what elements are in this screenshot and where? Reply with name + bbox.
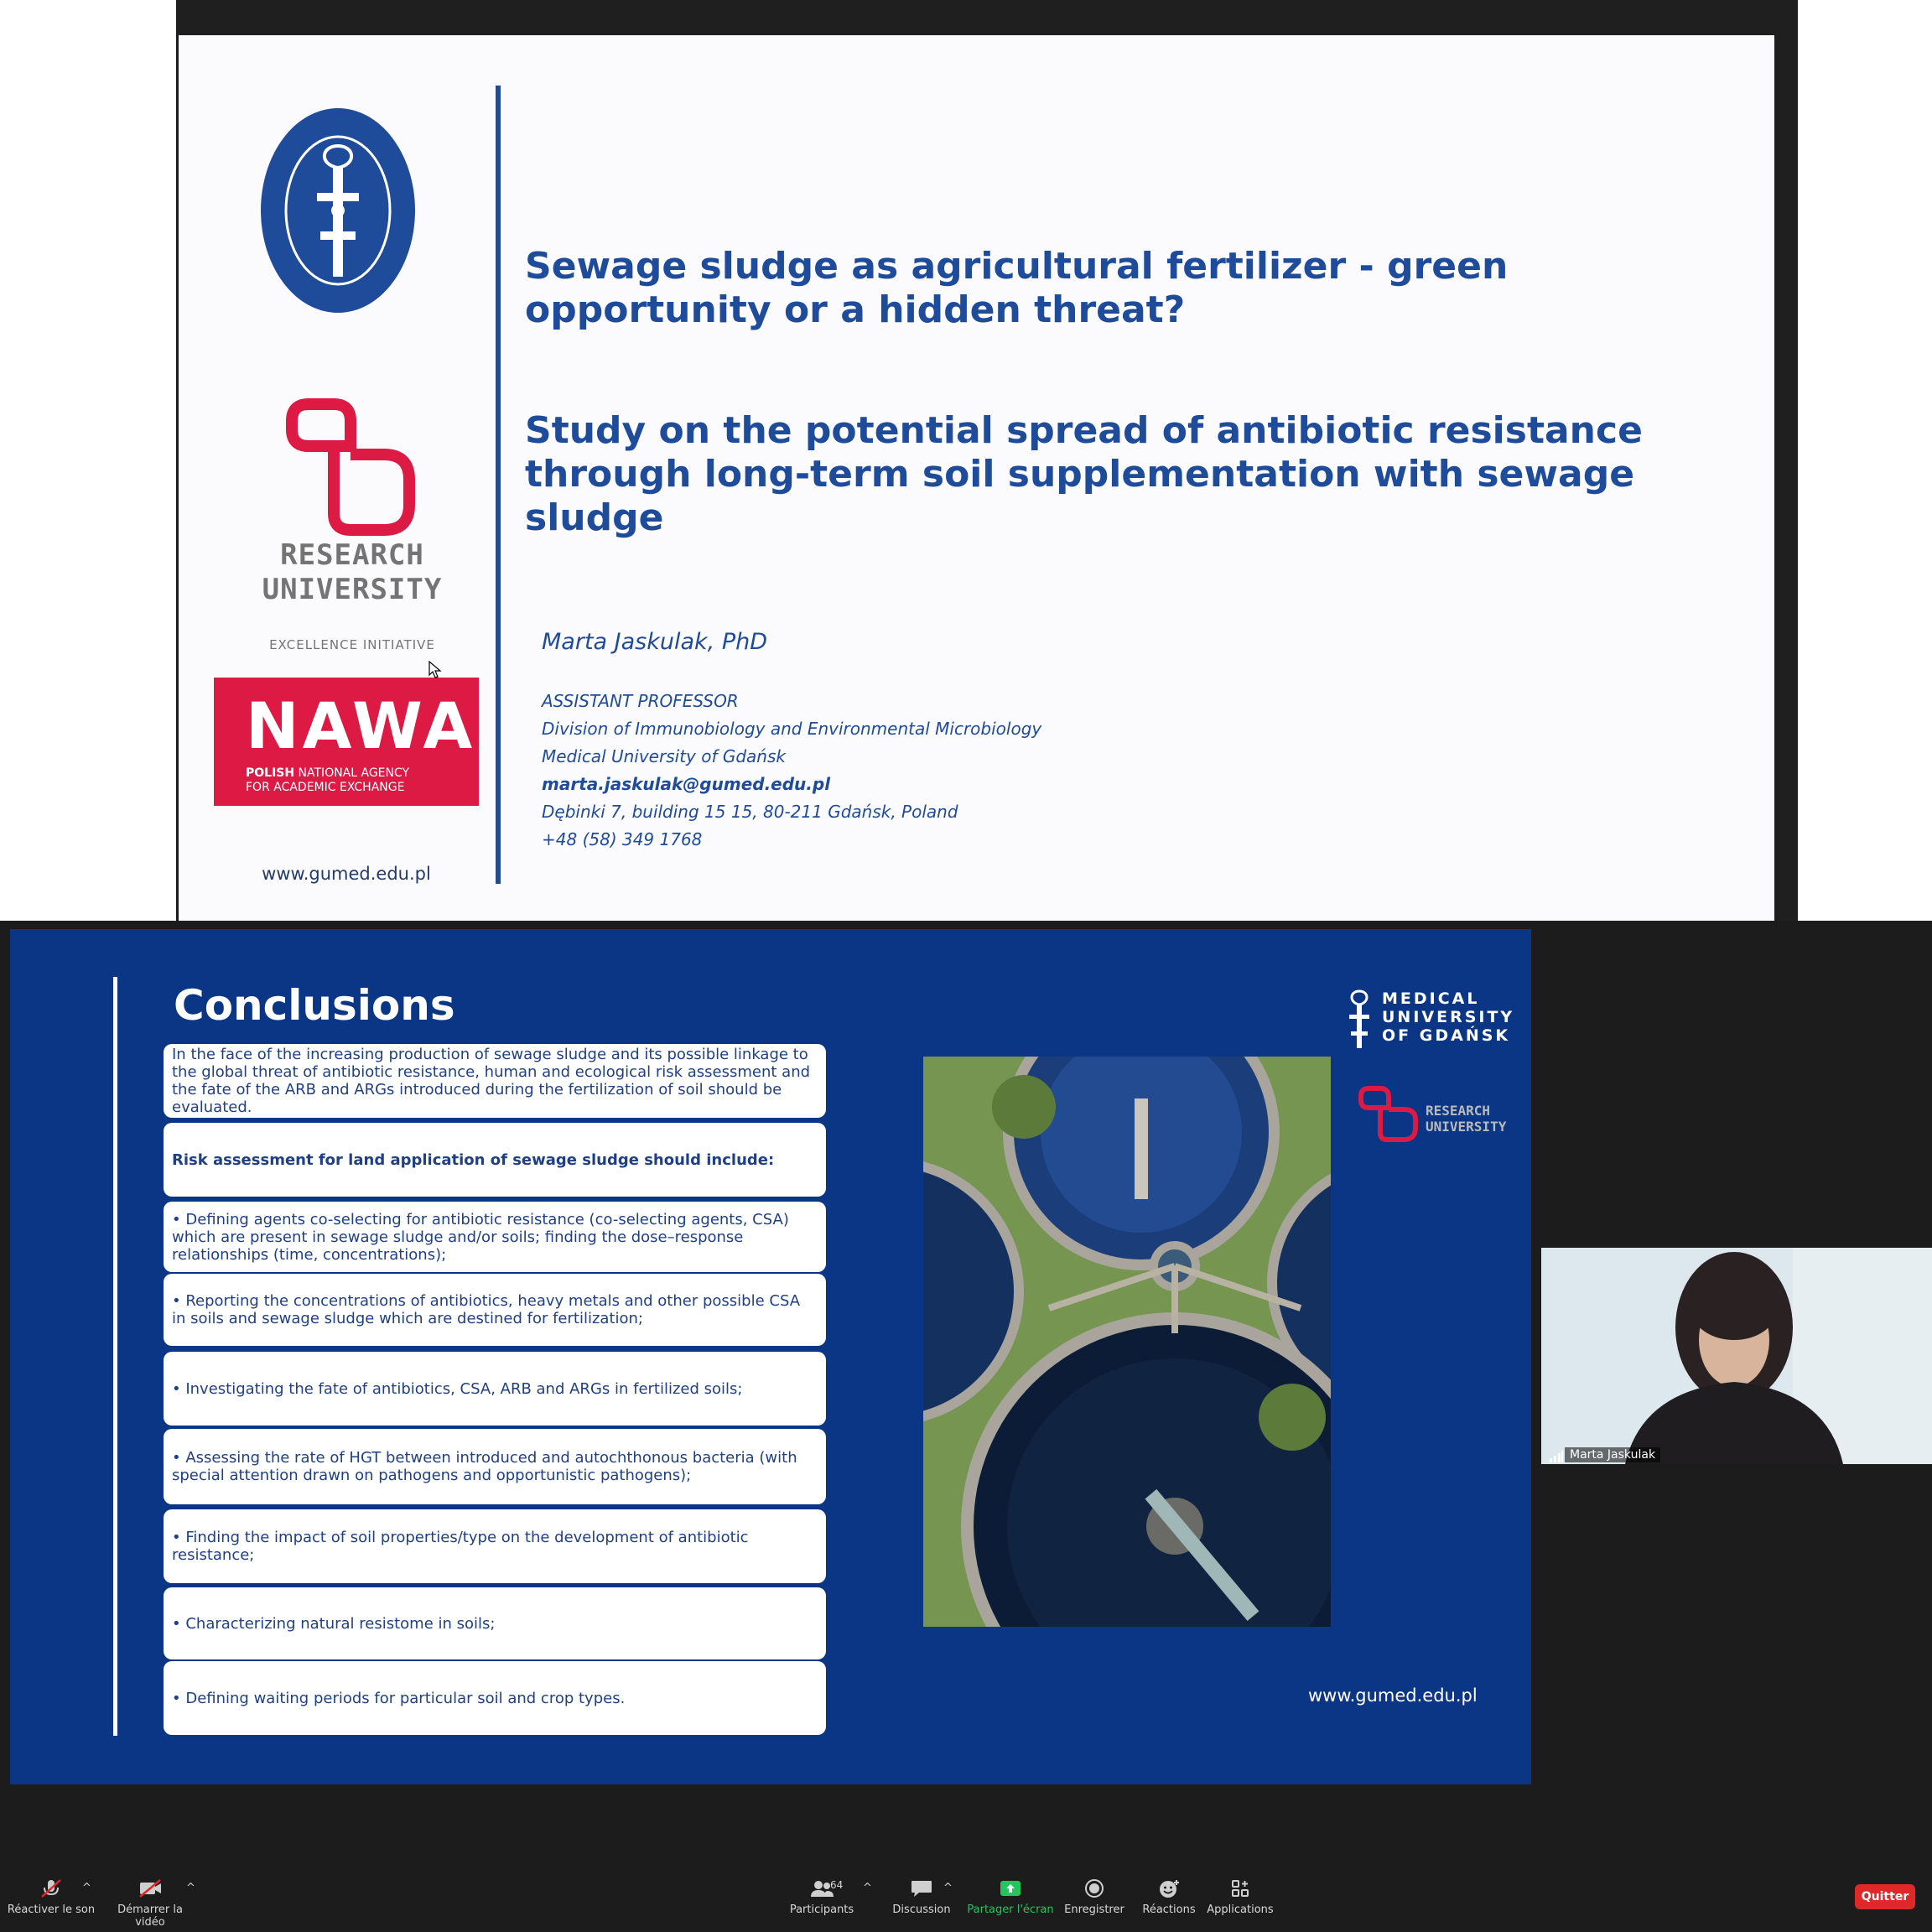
unmute-label: Réactiver le son: [7, 1903, 96, 1916]
reactions-smiley-icon: [1156, 1878, 1182, 1898]
slide-research-university-icon: [1357, 1084, 1424, 1145]
slide-website-url: www.gumed.edu.pl: [262, 864, 431, 884]
mouse-cursor-icon: [428, 661, 442, 679]
participant-video-feed: [1541, 1248, 1932, 1464]
nawa-wordmark: NAWA: [246, 688, 476, 763]
author-position: ASSISTANT PROFESSOR: [542, 691, 739, 711]
share-screen-icon: [998, 1878, 1023, 1898]
video-off-icon: [138, 1878, 163, 1898]
record-icon: [1082, 1878, 1107, 1898]
conclusion-item: • Assessing the rate of HGT between introduced and autochthonous bacteria (with special attention drawn on pathogens and opportunistic pathogens);: [164, 1429, 826, 1504]
slide-university-wordmark: MEDICAL UNIVERSITY OF GDAŃSK: [1382, 989, 1515, 1045]
excellence-initiative-text: EXCELLENCE INITIATIVE: [269, 637, 435, 652]
author-university: Medical University of Gdańsk: [542, 746, 786, 766]
participants-label: Participants: [789, 1903, 854, 1916]
research-university-logo: [283, 396, 418, 538]
start-video-button[interactable]: [104, 1878, 196, 1929]
conclusion-item: • Characterizing natural resistome in soils;: [164, 1587, 826, 1659]
wastewater-plant-photo: [923, 1057, 1331, 1627]
slide-divider: [496, 86, 501, 884]
conclusion-item: • Defining waiting periods for particular soil and crop types.: [164, 1661, 826, 1735]
author-phone: +48 (58) 349 1768: [542, 829, 703, 849]
shared-screen-top-bar: [176, 0, 1798, 35]
apps-grid-icon: [1228, 1878, 1253, 1898]
participant-name-label: Marta Jaskulak: [1565, 1447, 1660, 1462]
slide-research-university-wordmark: RESEARCH UNIVERSITY: [1426, 1103, 1507, 1135]
participants-count: 64: [830, 1879, 844, 1891]
research-university-wordmark: RESEARCH UNIVERSITY: [262, 538, 443, 606]
record-label: Enregistrer: [1064, 1903, 1124, 1916]
author-address: Dębinki 7, building 15 15, 80-211 Gdańsk, Poland: [542, 802, 958, 822]
conclusion-item: • Defining agents co-selecting for antibiotic resistance (co-selecting agents, CSA) which are present in sewage sludge and/or soils; finding the dose–response relationships (time, concentrations);: [164, 1202, 826, 1272]
signal-strength-icon: [1549, 1451, 1564, 1462]
author-name: Marta Jaskulak, PhD: [542, 629, 768, 655]
window-margin-right: [1798, 0, 1932, 921]
muted-microphone-icon: [39, 1878, 64, 1898]
author-email: marta.jaskulak@gumed.edu.pl: [542, 774, 831, 794]
video-options-chevron-icon[interactable]: ^: [186, 1882, 195, 1894]
conclusion-item: • Finding the impact of soil properties/type on the development of antibiotic resistance;: [164, 1509, 826, 1583]
author-division: Division of Immunobiology and Environmental Microbiology: [542, 719, 1042, 739]
share-screen-button[interactable]: [964, 1878, 1057, 1916]
nawa-subtitle: POLISH NATIONAL AGENCY FOR ACADEMIC EXCHANGE: [246, 766, 410, 794]
slide-subtitle: Study on the potential spread of antibiotic resistance through long-term soil supplementation with sewage sludge: [525, 409, 1643, 539]
start-video-label: Démarrer la vidéo: [117, 1903, 183, 1929]
apps-button[interactable]: [1194, 1878, 1286, 1916]
share-screen-label: Partager l'écran: [967, 1903, 1054, 1916]
conclusions-subheading-card: Risk assessment for land application of sewage sludge should include:: [164, 1123, 826, 1197]
audio-options-chevron-icon[interactable]: ^: [82, 1882, 91, 1894]
participants-button[interactable]: [776, 1878, 868, 1916]
nawa-logo: [214, 678, 479, 806]
window-margin-left: [0, 0, 176, 921]
shared-screen-right-border: [1774, 35, 1798, 922]
conclusion-item: • Reporting the concentrations of antibiotics, heavy metals and other possible CSA in soils and sewage sludge which are destined for fertilization;: [164, 1274, 826, 1346]
chat-button[interactable]: [875, 1878, 968, 1916]
chat-options-chevron-icon[interactable]: ^: [943, 1882, 953, 1894]
conclusions-website-url: www.gumed.edu.pl: [1308, 1685, 1478, 1706]
slide-emblem-icon: [1346, 989, 1373, 1050]
chat-label: Discussion: [892, 1903, 951, 1916]
apps-label: Applications: [1207, 1903, 1274, 1916]
participants-options-chevron-icon[interactable]: ^: [863, 1882, 872, 1894]
conclusion-item: • Investigating the fate of antibiotics, CSA, ARB and ARGs in fertilized soils;: [164, 1352, 826, 1426]
university-emblem-logo: [258, 106, 418, 315]
quit-meeting-button[interactable]: Quitter: [1855, 1884, 1915, 1909]
chat-bubble-icon: [909, 1878, 934, 1898]
conclusions-divider: [113, 977, 117, 1736]
conclusions-heading: Conclusions: [174, 981, 455, 1030]
slide-title: Sewage sludge as agricultural fertilizer - green opportunity or a hidden threat?: [525, 245, 1509, 331]
participant-video-tile[interactable]: [1541, 1248, 1932, 1464]
conclusions-intro-card: In the face of the increasing production of sewage sludge and its possible linkage to the global threat of antibiotic resistance, human and ecological risk assessment and the fate of the ARB and ARGs introduced during the fertilization of soil should be evaluated.: [164, 1044, 826, 1118]
shared-title-slide: [179, 35, 1774, 922]
reactions-label: Réactions: [1142, 1903, 1196, 1916]
